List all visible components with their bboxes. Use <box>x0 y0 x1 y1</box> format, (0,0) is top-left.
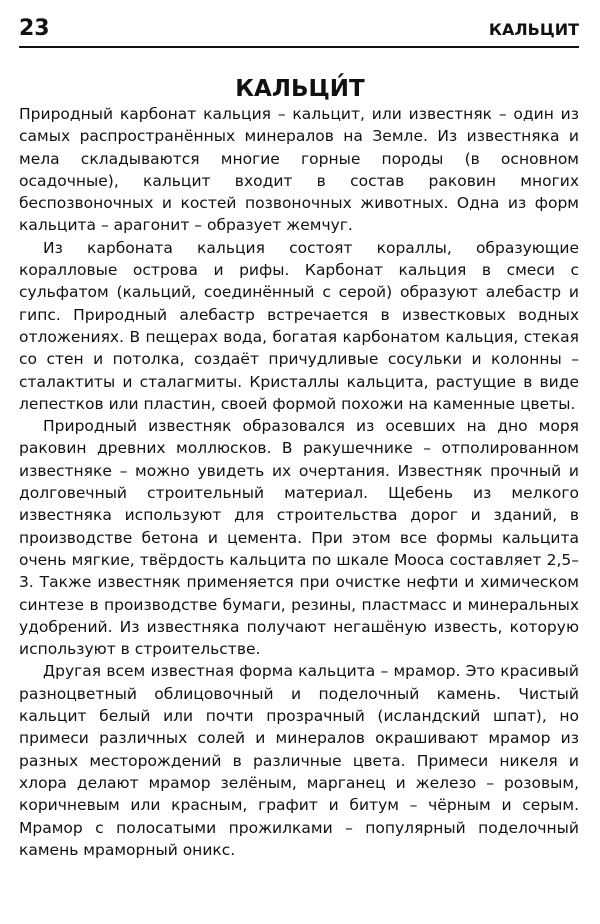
page-number: 23 <box>19 16 50 41</box>
running-header <box>19 16 579 48</box>
paragraph-3: Природный известняк образовался из осевших на дно моря раковин древних моллюсков. В ракушечнике – отполированном известняке – можно увидеть их очертания. Известняк прочный и долговечный строительный материал. Щебень из мелкого известняка используют для строительства дорог и зданий, в производстве бетона и цемента. При этом все формы кальцита очень мягкие, твёрдость кальцита по шкале Мооса составляет 2,5–3. Также известняк применяется при очистке нефти и химическом синтезе в производстве бумаги, резины, пластмасс и минеральных удобрений. Из известняка получают негашёную известь, которую используют в строительстве. <box>19 417 579 659</box>
paragraph-4: Другая всем известная форма кальцита – мрамор. Это красивый разноцветный облицовочный и поделочный камень. Чистый кальцит белый или почти прозрачный (исландский шпат), но примеси различных солей и минералов окрашивают мрамор из разных месторождений в различные цвета. Примеси никеля и хлора делают мрамор зелёным, марганец и железо – розовым, коричневым или красным, графит и битум – чёрным и серым. Мрамор с полосатыми прожилками – популярный поделочный камень мраморный оникс. <box>19 662 579 859</box>
article-body <box>19 103 579 861</box>
section-name: КАЛЬЦИТ <box>488 20 579 39</box>
article-title: КАЛЬЦИ́Т <box>235 76 365 103</box>
paragraph-2: Из карбоната кальция состоят кораллы, образующие коралловые острова и рифы. Карбонат кальция в смеси с сульфатом (кальций, соединённый с серой) образуют алебастр и гипс. Природный алебастр встречается в известковых водных отложениях. В пещерах вода, богатая карбонатом кальция, стекая со стен и потолка, создаёт причудливые сосульки и колонны – сталактиты и сталагмиты. Кристаллы кальцита, растущие в виде лепестков или пластин, своей формой похожи на каменные цветы. <box>19 238 579 413</box>
paragraph-1: Природный карбонат кальция – кальцит, или известняк – один из самых распространённых минералов на Земле. Из известняка и мела складываются многие горные породы (в основном осадочные), кальцит входит в состав раковин многих беспозвоночных и костей позвоночных животных. Одна из форм кальцита – арагонит – образует жемчуг. <box>19 105 579 235</box>
